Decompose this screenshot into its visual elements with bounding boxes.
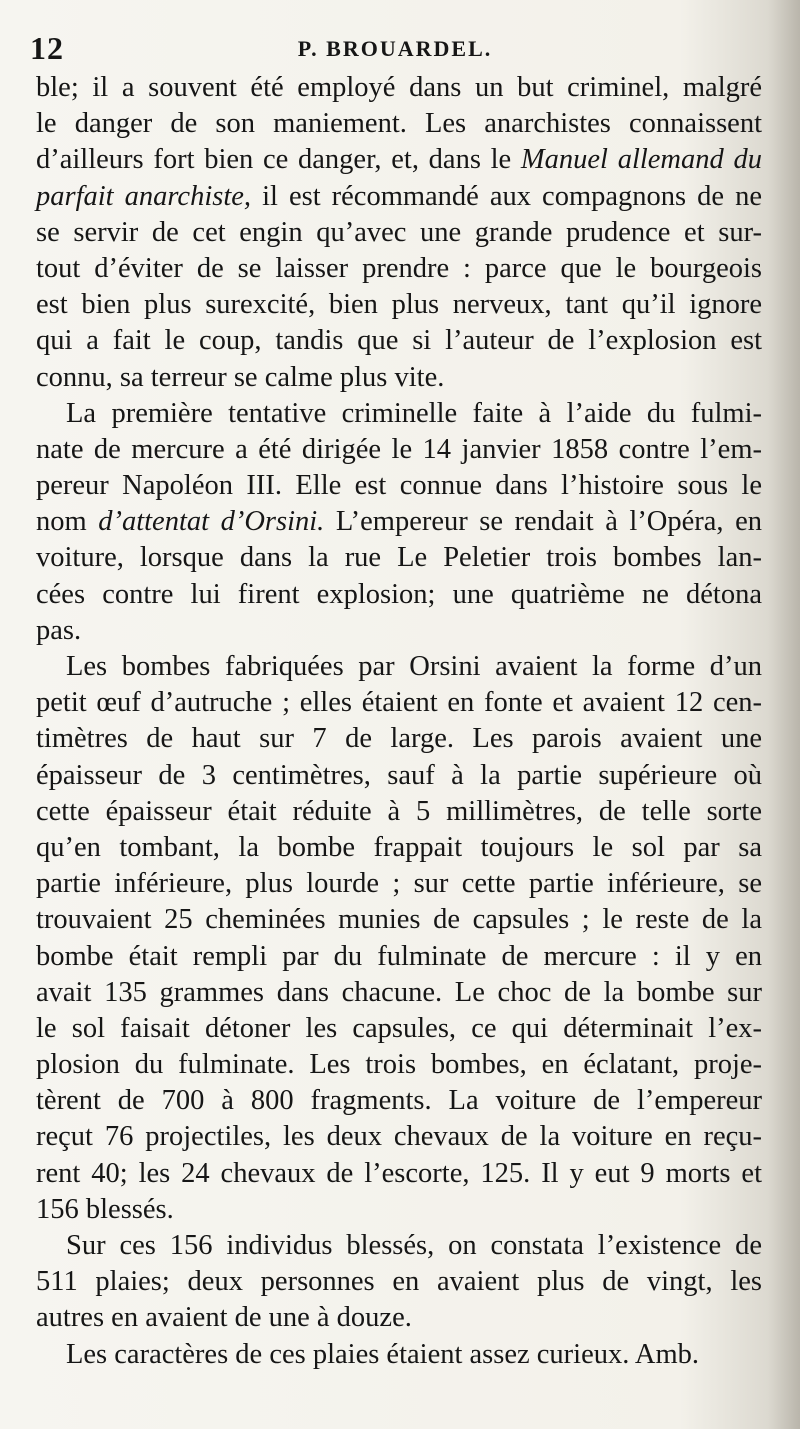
italic-text: d’attentat d’Orsini.	[98, 506, 325, 538]
text-line	[36, 323, 762, 359]
text-segment: bombe était rempli par du fulminate de mercure : il y en	[36, 940, 762, 972]
text-line	[36, 1047, 762, 1083]
running-head: P. BROUARDEL.	[297, 36, 493, 61]
text-segment: ble; il a souvent été employé dans un but criminel, malgré	[36, 72, 762, 103]
paragraph	[36, 1228, 762, 1337]
text-segment: nom	[36, 506, 99, 538]
text-line	[36, 287, 762, 323]
text-line	[36, 758, 762, 794]
text-segment: trouvaient 25 cheminées munies de capsules ; le reste de la	[36, 904, 762, 936]
text-line	[36, 613, 762, 649]
text-segment: qui a fait le coup, tandis que si l’auteur de l’explosion est	[36, 325, 762, 357]
text-line	[36, 360, 762, 396]
paragraph	[36, 1337, 762, 1373]
text-segment: plosion du fulminate. Les trois bombes, en éclatant, proje-	[36, 1049, 762, 1081]
text-line	[36, 1192, 762, 1228]
text-line	[36, 939, 762, 975]
text-line	[36, 70, 762, 106]
body-text	[36, 70, 762, 1373]
text-line	[36, 504, 762, 540]
text-segment: voiture, lorsque dans la rue Le Peletier trois bombes lan-	[36, 542, 762, 574]
text-line	[36, 902, 762, 938]
paragraph	[36, 70, 762, 396]
text-line	[36, 540, 762, 576]
text-line	[36, 685, 762, 721]
text-line	[36, 866, 762, 902]
text-segment: le danger de son maniement. Les anarchistes connaissent	[36, 108, 762, 140]
text-line	[36, 975, 762, 1011]
text-segment: reçut 76 projectiles, les deux chevaux de la voiture en reçu-	[36, 1121, 762, 1153]
text-line	[36, 179, 762, 215]
text-line	[36, 1083, 762, 1119]
text-line	[36, 468, 762, 504]
paragraph	[36, 396, 762, 649]
text-segment: partie inférieure, plus lourde ; sur cette partie inférieure, se	[36, 868, 762, 900]
text-segment: nate de mercure a été dirigée le 14 janvier 1858 contre l’em-	[36, 433, 762, 465]
text-segment: 511 plaies; deux personnes en avaient plus de vingt, les	[36, 1266, 762, 1298]
text-segment: est bien plus surexcité, bien plus nerveux, tant qu’il ignore	[36, 289, 762, 321]
text-segment: tèrent de 700 à 800 fragments. La voiture de l’empereur	[36, 1085, 762, 1117]
text-segment: 156 blessés.	[36, 1193, 174, 1225]
text-line	[36, 142, 762, 178]
text-line	[36, 649, 762, 685]
text-segment: qu’en tombant, la bombe frappait toujours le sol par sa	[36, 831, 762, 863]
text-line	[36, 1228, 762, 1264]
text-line	[36, 251, 762, 287]
text-segment: le sol faisait détoner les capsules, ce qui déterminait l’ex-	[36, 1012, 762, 1044]
text-segment: rent 40; les 24 chevaux de l’escorte, 125. Il y eut 9 morts et	[36, 1157, 762, 1189]
text-segment: Sur ces 156 individus blessés, on constata l’existence de	[66, 1230, 762, 1261]
page-header	[30, 30, 760, 70]
text-segment: il est récommandé aux compagnons de ne	[251, 180, 762, 212]
text-segment: épaisseur de 3 centimètres, sauf à la partie supérieure où	[36, 759, 762, 791]
text-segment: se servir de cet engin qu’avec une grande prudence et sur-	[36, 216, 762, 248]
text-segment: Les caractères de ces plaies étaient assez curieux. Amb.	[66, 1338, 700, 1370]
text-line	[36, 721, 762, 757]
text-segment: cées contre lui firent explosion; une quatrième ne détona	[36, 578, 762, 610]
text-segment: Les bombes fabriquées par Orsini avaient la forme d’un	[66, 651, 762, 682]
text-line	[36, 794, 762, 830]
text-line	[36, 432, 762, 468]
text-line	[36, 1337, 762, 1373]
page-number: 12	[30, 30, 64, 66]
text-segment: cette épaisseur était réduite à 5 millimètres, de telle sorte	[36, 795, 762, 827]
paragraph	[36, 649, 762, 1228]
text-segment: avait 135 grammes dans chacune. Le choc de la bombe sur	[36, 976, 762, 1008]
italic-text: parfait anarchiste,	[36, 180, 252, 212]
text-segment: connu, sa terreur se calme plus vite.	[36, 361, 445, 393]
text-line	[36, 1119, 762, 1155]
text-line	[36, 1011, 762, 1047]
text-segment: timètres de haut sur 7 de large. Les parois avaient une	[36, 723, 762, 755]
text-line	[36, 1156, 762, 1192]
text-segment: d’ailleurs fort bien ce danger, et, dans le	[36, 144, 521, 176]
text-line	[36, 106, 762, 142]
text-segment: pas.	[36, 614, 82, 646]
text-line	[36, 1300, 762, 1336]
text-line	[36, 830, 762, 866]
italic-text: Manuel allemand du	[520, 144, 762, 176]
text-segment: autres en avaient de une à douze.	[36, 1302, 412, 1334]
text-line	[36, 1264, 762, 1300]
text-line	[36, 577, 762, 613]
text-segment: tout d’éviter de se laisser prendre : parce que le bourgeois	[36, 252, 762, 284]
text-line	[36, 215, 762, 251]
text-segment: La première tentative criminelle faite à l’aide du fulmi-	[66, 397, 762, 429]
text-line	[36, 396, 762, 432]
text-segment: petit œuf d’autruche ; elles étaient en fonte et avaient 12 cen-	[36, 687, 762, 719]
text-segment: L’empereur se rendait à l’Opéra, en	[324, 506, 762, 538]
text-segment: pereur Napoléon III. Elle est connue dans l’histoire sous le	[36, 470, 762, 502]
